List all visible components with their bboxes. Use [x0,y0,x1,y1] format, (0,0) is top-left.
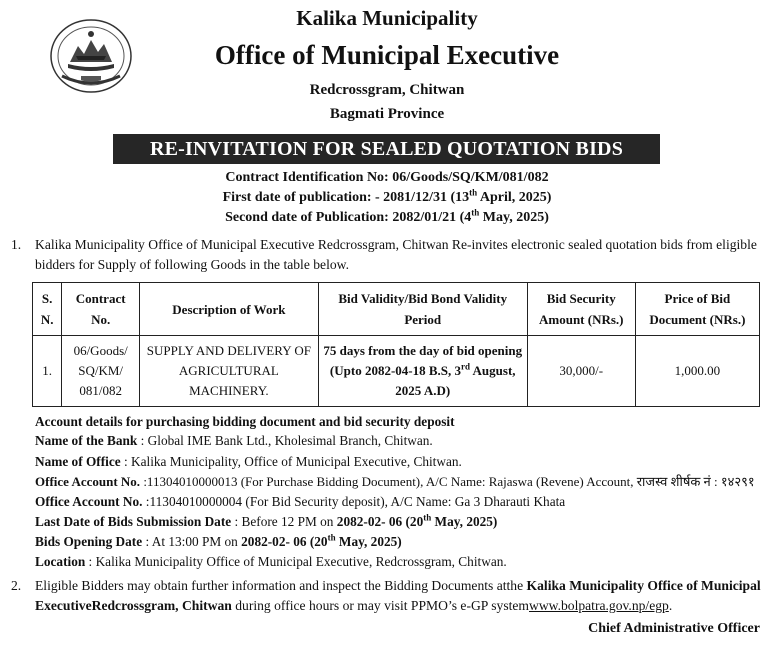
province-name: Bagmati Province [329,106,445,122]
paragraph-1-number: 1. [11,237,22,252]
header-sn: S. N. [33,283,62,336]
paragraph-2-text: Eligible Bidders may obtain further information and inspect the Bidding Documents atthe Kalika Municipality Office of Municipal ExecutiveRedcrossgram, Chitwan during office hours or may visit PPMO’s e-GP systemwww.bolpatra.gov.np/egp. [35,578,761,613]
last-submission-date: Last Date of Bids Submission Date : Before 12 PM on 2082-02- 06 (20th May, 2025) [35,512,498,529]
second-publication-date: Second date of Publication: 2082/01/21 (4th May, 2025) [225,207,549,225]
cell-bid-security: 30,000/- [527,336,635,407]
office-name: Name of Office : Kalika Municipality, Office of Municipal Executive, Chitwan. [35,454,462,469]
goods-table [32,282,760,407]
cell-contract-no: 06/Goods/ SQ/KM/ 081/082 [62,336,140,407]
signatory-title: Chief Administrative Officer [588,621,760,636]
office-account-2: Office Account No. :11304010000004 (For Bid Security deposit), A/C Name: Ga 3 Dharauti Khata [35,494,566,509]
office-address: Redcrossgram, Chitwan [309,82,465,98]
header-contract-no: Contract No. [62,283,140,336]
header-bid-security: Bid Security Amount (NRs.) [527,283,635,336]
paragraph-1-text: Kalika Municipality Office of Municipal Executive Redcrossgram, Chitwan Re-invites electronic sealed quotation bids from eligible bidders for Supply of following Goods in the table below. [35,237,757,272]
office-account-1: Office Account No. :11304010000013 (For Purchase Bidding Document), A/C Name: Rajaswa (Revene) Account, राजस्व शीर्षक नं : १४२९१ [35,474,755,489]
cell-document-price: 1,000.00 [635,336,759,407]
first-publication-date: First date of publication: - 2081/12/31 (13th April, 2025) [222,187,552,205]
account-details-title: Account details for purchasing bidding document and bid security deposit [35,414,455,429]
bank-name: Name of the Bank : Global IME Bank Ltd., Kholesimal Branch, Chitwan. [35,433,433,448]
header-description: Description of Work [140,283,319,336]
table-row [33,336,760,407]
paragraph-2-number: 2. [11,578,22,593]
header-bid-document-price: Price of Bid Document (NRs.) [635,283,759,336]
contract-id: Contract Identification No: 06/Goods/SQ/KM/081/082 [225,170,549,185]
bolpatra-link[interactable]: www.bolpatra.gov.np/egp [529,598,669,613]
cell-description: SUPPLY AND DELIVERY OF AGRICULTURAL MACHINERY. [140,336,319,407]
bid-opening-date: Bids Opening Date : At 13:00 PM on 2082-02- 06 (20th May, 2025) [35,532,402,549]
bid-location: Location : Kalika Municipality Office of Municipal Executive, Redcrossgram, Chitwan. [35,554,507,569]
cell-bid-validity: 75 days from the day of bid opening (Upto 2082-04-18 B.S, 3rd August, 2025 A.D) [318,336,527,407]
office-title: Office of Municipal Executive [214,40,560,70]
cell-sn: 1. [33,336,62,407]
header-bid-validity: Bid Validity/Bid Bond Validity Period [318,283,527,336]
table-header-row [33,283,760,336]
municipality-name: Kalika Municipality [296,6,478,30]
notice-banner: RE-INVITATION FOR SEALED QUOTATION BIDS [113,134,660,164]
